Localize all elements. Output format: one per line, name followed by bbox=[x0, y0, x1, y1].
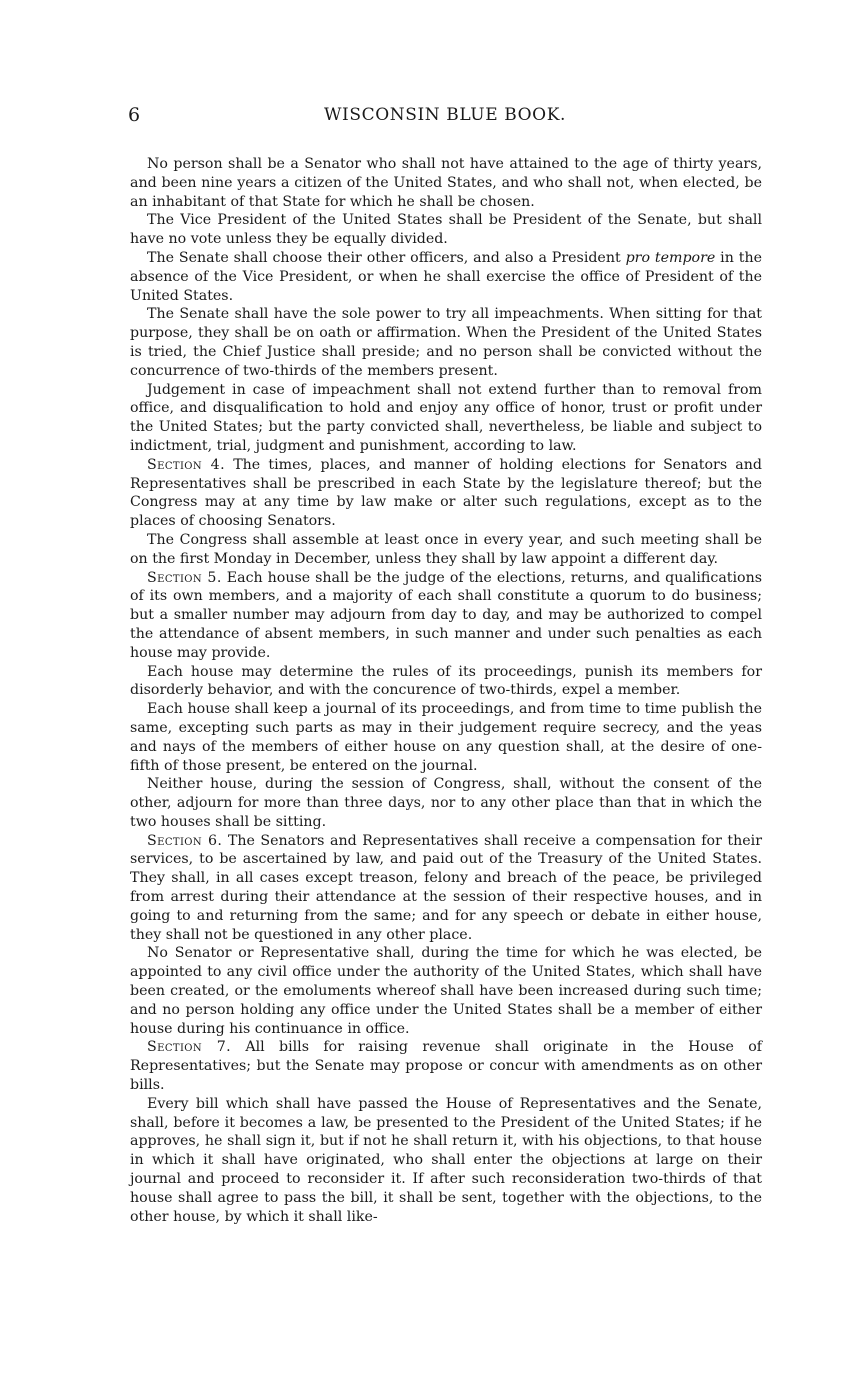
paragraph-text: No Senator or Representative shall, during the time for which he was elected, be appointed to any civil office under the authority of the United States, which shall have been created, or the emoluments whereof shall have been increased during such time; and no person holding any office under the United States shall be a member of either house during his continuance in office. bbox=[130, 945, 762, 1037]
paragraph bbox=[130, 249, 762, 305]
section-heading: Section 7. bbox=[147, 1039, 232, 1056]
paragraph-text: Neither house, during the session of Congress, shall, without the consent of the other, adjourn for more than three days, nor to any other place than that in which the two houses shall be sitting. bbox=[130, 776, 762, 830]
section-paragraph bbox=[130, 832, 762, 945]
paragraph-text: Each house shall keep a journal of its proceedings, and from time to time publish the same, excepting such parts as may in their judgement require secrecy, and the yeas and nays of the members of either house on any question shall, at the desire of one-fifth of those present, be entered on the journal. bbox=[130, 701, 762, 774]
running-title: WISCONSIN BLUE BOOK. bbox=[323, 105, 567, 125]
paragraph-text: Each house may determine the rules of its proceedings, punish its members for disorderly behavior, and with the concurence of two-thirds, expel a member. bbox=[130, 663, 762, 699]
paragraph-text: Every bill which shall have passed the House of Representatives and the Senate, shall, before it becomes a law, be presented to the President of the United States; if he approves, he shall sign it, but if not he shall return it, with his objections, to that house in which it shall have originated, who shall enter the objections at large on their journal and proceed to reconsider it. If after such reconsideration two-thirds of that house shall agree to pass the bill, it shall be sent, together with the objections, to the other house, by which it shall like- bbox=[130, 1095, 762, 1225]
paragraph-text: Judgement in case of impeachment shall not extend further than to removal from office, and disqualification to hold and enjoy any office of honor, trust or profit under the United States; but the party convicted shall, nevertheless, be liable and subject to indictment, trial, judgment and punishment, according to law. bbox=[130, 381, 762, 454]
italic-phrase: pro tempore bbox=[625, 249, 716, 266]
section-paragraph bbox=[130, 456, 762, 531]
paragraph-text: Each house shall be the judge of the elections, returns, and qualifications of its own members, and a majority of each shall constitute a quorum to do business; but a smaller number may adjourn from day to day, and may be authorized to compel the attendance of absent members, in such manner and under such penalties as each house may provide. bbox=[130, 569, 762, 661]
paragraph-text: The Congress shall assemble at least once in every year, and such meeting shall be on the first Monday in December, unless they shall by law appoint a different day. bbox=[130, 531, 762, 567]
paragraph-text: The Senators and Representatives shall receive a compensation for their services, to be ascertained by law, and paid out of the Treasury of the United States. They shall, in all cases except treason, felony and breach of the peace, be privileged from arrest during their attendance at the session of their respective houses, and in going to and returning from the same; and for any speech or debate in either house, they shall not be questioned in any other place. bbox=[130, 832, 762, 943]
paragraph bbox=[130, 381, 762, 456]
paragraph bbox=[130, 1095, 762, 1227]
paragraph bbox=[130, 531, 762, 569]
section-heading: Section 5. bbox=[147, 569, 222, 586]
paragraph-text: All bills for raising revenue shall originate in the House of Representatives; but the Senate may propose or concur with amendments as on other bills. bbox=[130, 1039, 762, 1094]
page-number: 6 bbox=[128, 104, 141, 126]
section-paragraph bbox=[130, 569, 762, 663]
paragraph-text: No person shall be a Senator who shall not have attained to the age of thirty years, and been nine years a citizen of the United States, and who shall not, when elected, be an inhabitant of that State for which he shall be chosen. bbox=[130, 156, 762, 210]
paragraph bbox=[130, 211, 762, 249]
section-paragraph bbox=[130, 1038, 762, 1094]
paragraph-text: The times, places, and manner of holding elections for Senators and Representatives shall be prescribed in each State by the legislature thereof; but the Congress may at any time by law make or alter such regulations, except as to the places of choosing Senators. bbox=[130, 456, 762, 530]
paragraph bbox=[130, 305, 762, 380]
body-text bbox=[130, 155, 762, 1226]
section-heading: Section 6. bbox=[147, 832, 223, 849]
paragraph bbox=[130, 155, 762, 211]
page-header bbox=[128, 102, 762, 128]
section-heading: Section 4. bbox=[147, 456, 225, 473]
paragraph-text: The Senate shall have the sole power to try all impeachments. When sitting for that purpose, they shall be on oath or affirmation. When the President of the United States is tried, the Chief Justice shall preside; and no person shall be convicted without the concurrence of two-thirds of the members present. bbox=[130, 306, 762, 379]
paragraph bbox=[130, 700, 762, 775]
paragraph-text: in the absence of the Vice President, or when he shall exercise the office of President of the United States. bbox=[130, 249, 762, 304]
paragraph bbox=[130, 663, 762, 701]
paragraph bbox=[130, 944, 762, 1038]
paragraph-text: The Vice President of the United States shall be President of the Senate, but shall have no vote unless they be equally divided. bbox=[130, 212, 762, 248]
paragraph-text: The Senate shall choose their other officers, and also a President bbox=[147, 249, 626, 266]
paragraph bbox=[130, 775, 762, 831]
